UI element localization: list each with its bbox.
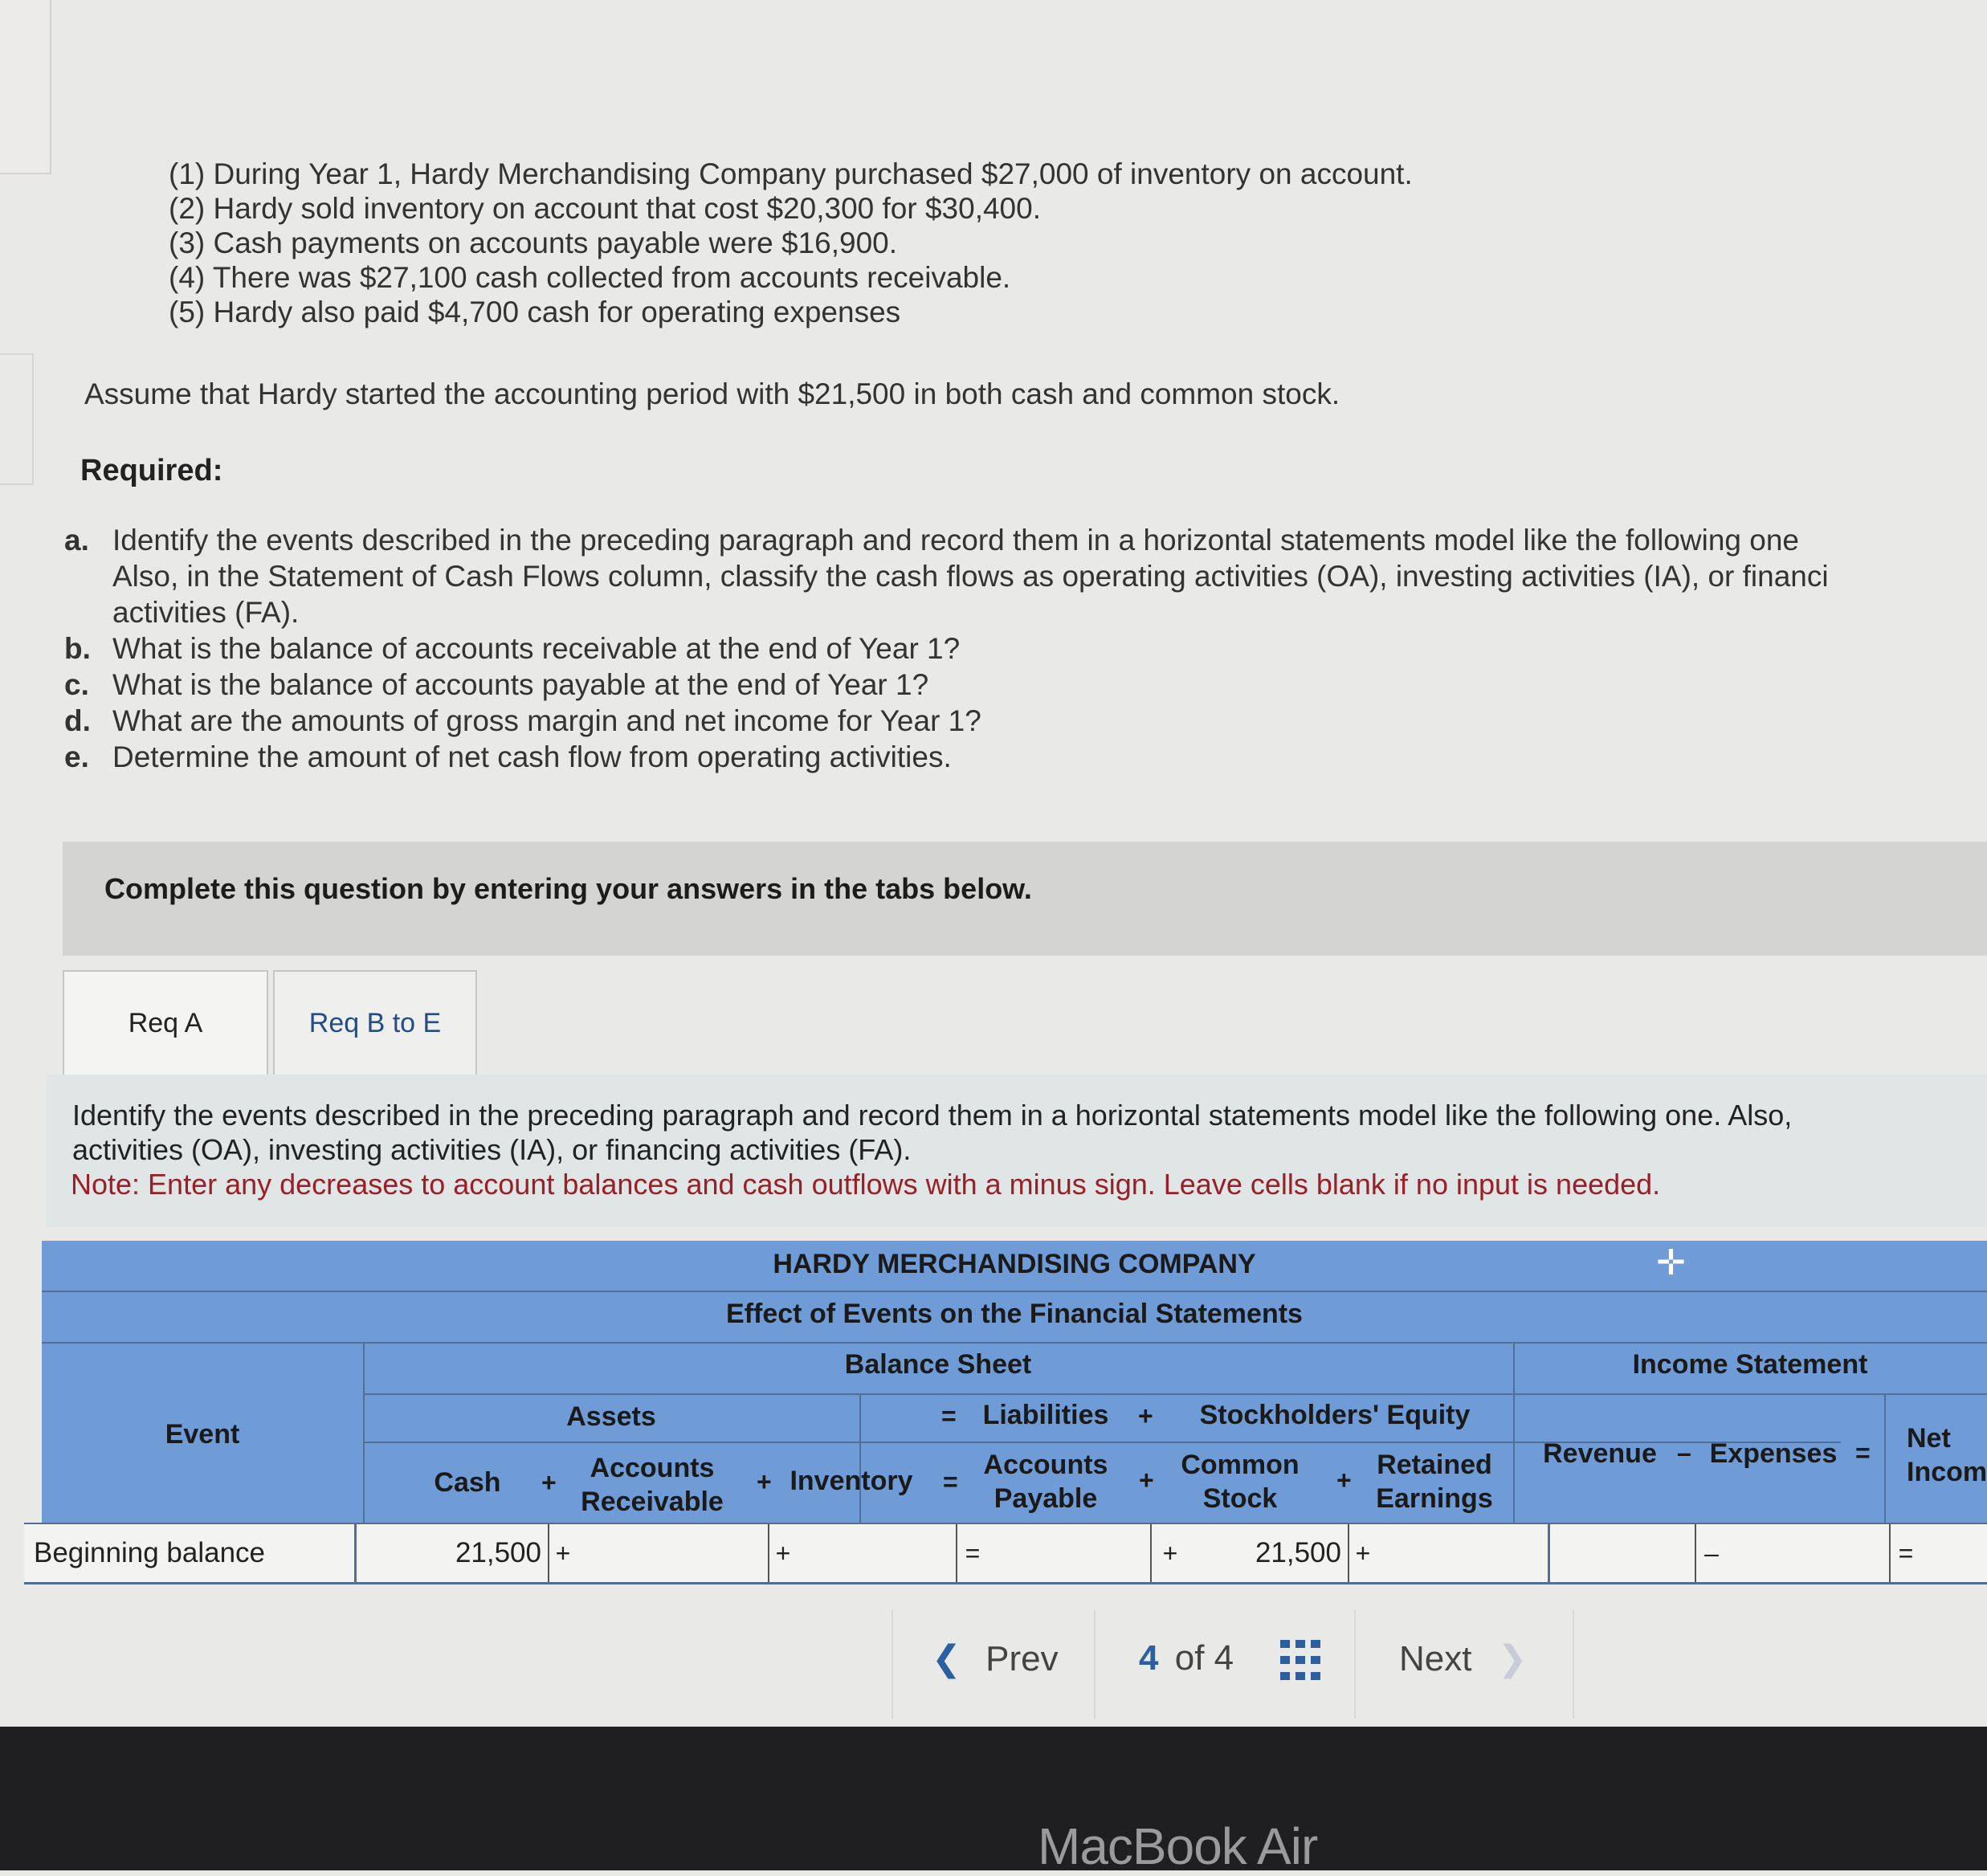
plus-sign: + bbox=[1355, 1538, 1371, 1568]
plus-sign: + bbox=[757, 1467, 772, 1496]
event-3: (3) Cash payments on accounts payable were $16,900. bbox=[169, 226, 898, 259]
balance-sheet-header: Balance Sheet bbox=[844, 1349, 1032, 1380]
equals-sign: = bbox=[965, 1538, 981, 1568]
plus-sign: + bbox=[775, 1538, 791, 1568]
expenses-header: Expenses bbox=[1709, 1438, 1838, 1469]
tab-req-b-to-e-label: Req B to E bbox=[308, 1007, 442, 1038]
event-list bbox=[169, 157, 1413, 329]
ni-line2: Incom bbox=[1907, 1457, 1987, 1487]
cash-cell[interactable]: 21,500 bbox=[357, 1524, 549, 1582]
next-label: Next bbox=[1399, 1639, 1472, 1678]
req-letter-a: a. bbox=[64, 524, 89, 557]
plus-sign: + bbox=[1138, 1401, 1153, 1430]
accounts-payable-input[interactable] bbox=[986, 1524, 1152, 1582]
page-indicator bbox=[1139, 1638, 1234, 1678]
grid-menu-icon[interactable] bbox=[1280, 1640, 1320, 1680]
chevron-left-icon: ❮ bbox=[932, 1639, 961, 1678]
cs-line2: Stock bbox=[1202, 1483, 1278, 1514]
revenue-header: Revenue bbox=[1543, 1438, 1657, 1469]
revenue-input[interactable] bbox=[1550, 1524, 1696, 1582]
accounts-payable-header bbox=[965, 1448, 1126, 1515]
accounts-receivable-input[interactable] bbox=[575, 1524, 769, 1582]
tab-req-a[interactable] bbox=[63, 970, 268, 1075]
event-column-header: Event bbox=[165, 1419, 240, 1450]
income-statement-header: Income Statement bbox=[1632, 1349, 1868, 1380]
equals-sign: = bbox=[943, 1467, 958, 1496]
inventory-input[interactable] bbox=[795, 1524, 957, 1582]
net-income-input[interactable] bbox=[1920, 1524, 1987, 1582]
requirements-list bbox=[64, 522, 1829, 775]
req-letter-d: d. bbox=[64, 704, 91, 737]
event-5: (5) Hardy also paid $4,700 cash for operating expenses bbox=[169, 296, 901, 328]
cash-header: Cash bbox=[434, 1467, 501, 1498]
left-panel-edge-lower bbox=[0, 353, 34, 485]
ar-line1: Accounts bbox=[590, 1453, 715, 1483]
complete-banner bbox=[63, 842, 1987, 956]
prev-label: Prev bbox=[985, 1639, 1059, 1678]
laptop-bezel bbox=[0, 1727, 1987, 1875]
req-a-line2: Also, in the Statement of Cash Flows column, classify the cash flows as operating activities (OA), investing activities (IA), or financi bbox=[112, 560, 1829, 593]
ar-line2: Receivable bbox=[581, 1487, 724, 1517]
cs-line1: Common bbox=[1181, 1450, 1300, 1480]
left-panel-edge bbox=[0, 0, 51, 174]
net-income-header bbox=[1907, 1421, 1987, 1489]
expand-plus-icon[interactable]: ✛ bbox=[1656, 1243, 1686, 1283]
instructions-note: Note: Enter any decreases to account balances and cash outflows with a minus sign. Leave cells blank if no input is needed. bbox=[71, 1168, 1661, 1201]
plus-sign: + bbox=[541, 1468, 557, 1497]
equity-header: Stockholders' Equity bbox=[1199, 1400, 1471, 1430]
req-d-text: What are the amounts of gross margin and net income for Year 1? bbox=[112, 704, 981, 737]
tab-req-b-to-e[interactable] bbox=[273, 970, 477, 1075]
required-heading: Required: bbox=[80, 454, 223, 487]
minus-sign: – bbox=[1704, 1538, 1719, 1568]
plus-sign: + bbox=[1139, 1466, 1154, 1495]
expenses-input[interactable] bbox=[1725, 1524, 1891, 1582]
liabilities-header: Liabilities bbox=[982, 1400, 1109, 1430]
prev-link[interactable] bbox=[932, 1638, 1059, 1679]
equals-sign: = bbox=[1855, 1438, 1871, 1467]
req-letter-b: b. bbox=[64, 632, 91, 665]
instructions-panel bbox=[47, 1075, 1987, 1227]
next-link[interactable] bbox=[1399, 1638, 1528, 1679]
event-1: (1) During Year 1, Hardy Merchandising Company purchased $27,000 of inventory on account. bbox=[169, 157, 1413, 190]
accounts-receivable-header bbox=[572, 1451, 732, 1519]
common-stock-header bbox=[1160, 1448, 1320, 1515]
req-c-text: What is the balance of accounts payable at the end of Year 1? bbox=[112, 668, 929, 701]
table-row-beginning-balance bbox=[24, 1523, 1987, 1584]
minus-sign: – bbox=[1677, 1438, 1691, 1467]
req-b-text: What is the balance of accounts receivable at the end of Year 1? bbox=[112, 632, 961, 665]
plus-sign: + bbox=[1162, 1538, 1178, 1568]
ap-line2: Payable bbox=[994, 1483, 1098, 1514]
req-e-text: Determine the amount of net cash flow from operating activities. bbox=[112, 740, 952, 773]
plus-sign: + bbox=[555, 1538, 571, 1568]
retained-earnings-header bbox=[1356, 1448, 1513, 1515]
assets-header: Assets bbox=[566, 1401, 656, 1432]
inventory-header: Inventory bbox=[789, 1466, 913, 1496]
req-a-line3: activities (FA). bbox=[112, 596, 300, 629]
tab-bar bbox=[63, 970, 1987, 1077]
company-title: HARDY MERCHANDISING COMPANY bbox=[773, 1249, 1256, 1279]
req-letter-e: e. bbox=[64, 740, 89, 773]
plus-sign: + bbox=[1336, 1466, 1352, 1495]
tab-req-a-label: Req A bbox=[128, 1007, 203, 1038]
ni-line1: Net bbox=[1907, 1423, 1951, 1454]
common-stock-cell[interactable]: 21,500 bbox=[1184, 1524, 1349, 1582]
retained-earnings-input[interactable] bbox=[1375, 1524, 1550, 1582]
page-total: of 4 bbox=[1174, 1638, 1234, 1678]
ap-line1: Accounts bbox=[983, 1450, 1108, 1480]
re-line1: Retained bbox=[1377, 1450, 1492, 1480]
equals-sign: = bbox=[941, 1401, 957, 1430]
event-2: (2) Hardy sold inventory on account that cost $20,300 for $30,400. bbox=[169, 192, 1041, 225]
req-a-line1: Identify the events described in the preceding paragraph and record them in a horizontal statements model like the following one bbox=[112, 524, 1799, 557]
model-subtitle: Effect of Events on the Financial Statements bbox=[726, 1299, 1303, 1329]
re-line2: Earnings bbox=[1376, 1483, 1493, 1514]
assumption-text: Assume that Hardy started the accounting period with $21,500 in both cash and common stock. bbox=[84, 377, 1340, 410]
chevron-right-icon: ❯ bbox=[1497, 1639, 1528, 1678]
event-4: (4) There was $27,100 cash collected from accounts receivable. bbox=[169, 261, 1011, 294]
instructions-line1: Identify the events described in the preceding paragraph and record them in a horizontal statements model like the following one. Also, bbox=[72, 1099, 1793, 1132]
current-page: 4 bbox=[1139, 1638, 1159, 1678]
equals-sign: = bbox=[1898, 1538, 1914, 1568]
row-label: Beginning balance bbox=[24, 1524, 357, 1582]
req-letter-c: c. bbox=[64, 668, 89, 701]
device-label: MacBook Air bbox=[1038, 1817, 1318, 1875]
banner-text: Complete this question by entering your answers in the tabs below. bbox=[104, 872, 1032, 905]
instructions-line2: activities (OA), investing activities (IA), or financing activities (FA). bbox=[72, 1133, 912, 1166]
